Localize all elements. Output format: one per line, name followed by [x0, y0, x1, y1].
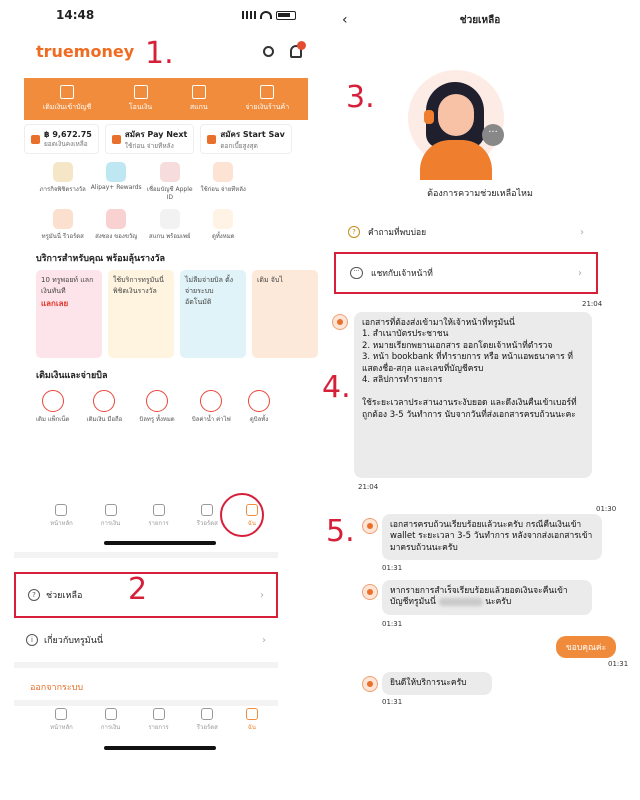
tab-bar-bottom [36, 708, 272, 732]
bot-avatar [362, 676, 378, 692]
chat-agent-menu-item[interactable]: ··· แชทกับเจ้าหน้าที่ › [334, 252, 598, 294]
tab-item[interactable]: รีวอร์ดส [197, 504, 218, 528]
barcode-icon [260, 85, 274, 99]
services-grid [36, 162, 250, 241]
service-item[interactable]: ภารกิจพิชิตรางวัล [36, 162, 90, 201]
chat-bubble-icon: ··· [350, 267, 363, 279]
chevron-right-icon: › [260, 589, 264, 601]
tab-icon [55, 504, 67, 516]
transfer-icon [134, 85, 148, 99]
bill-icon [42, 390, 64, 412]
tab-item[interactable]: หน้าหลัก [50, 708, 73, 732]
tab-icon [153, 504, 165, 516]
chat-message-bot: หากรายการสำเร็จเรียบร้อยแล้วยอดเงินจะคืนเข้าบัญชีทรูมันนี่ นะครับ [382, 580, 592, 615]
tab-item[interactable]: รายการ [148, 504, 168, 528]
service-item[interactable]: ทรูมันนี่ รีวอร์ดส [36, 209, 90, 241]
right-screen [320, 0, 640, 800]
highlight-circle [220, 493, 264, 537]
service-icon [213, 209, 233, 229]
divider [14, 662, 278, 668]
service-icon [53, 209, 73, 229]
bot-avatar [362, 584, 378, 600]
quick-action-pay[interactable]: จ่ายเงินร้านค้า [245, 85, 289, 113]
help-icon: ? [28, 589, 40, 601]
home-indicator [104, 541, 216, 545]
bill-icon [248, 390, 270, 412]
service-item[interactable]: ใช้ก่อน จ่ายทีหลัง [197, 162, 251, 201]
service-item[interactable]: สแกน พร้อมเพย์ [143, 209, 197, 241]
annotation-2: 2 [128, 572, 148, 607]
annotation-5: 5. [326, 514, 355, 549]
paynext-icon [112, 135, 121, 144]
promo-banner[interactable]: ไม่ลืมจ่ายบิล ตั้งจ่ายระบบ อัตโนมัติ [180, 270, 246, 358]
bill-icon [93, 390, 115, 412]
status-time: 14:48 [56, 8, 95, 22]
support-agent-illustration [408, 70, 504, 166]
help-menu-item[interactable]: ? ช่วยเหลือ › [14, 572, 278, 618]
divider [14, 552, 278, 558]
tab-icon [105, 504, 117, 516]
bell-icon[interactable] [290, 45, 302, 58]
chat-message-user: ขอบคุณค่ะ [556, 636, 616, 658]
annotation-3: 3. [346, 80, 375, 115]
bills-section-title: เติมเงินและจ่ายบิล [36, 371, 108, 381]
tab-item[interactable]: รายการ [148, 708, 168, 732]
service-item[interactable]: Alipay+ Rewards [90, 162, 144, 201]
wifi-icon [260, 11, 272, 19]
timestamp: 21:04 [358, 483, 379, 491]
divider [14, 700, 278, 706]
bill-icon [200, 390, 222, 412]
about-menu-item[interactable]: i เกี่ยวกับทรูมันนี่ › [14, 620, 278, 660]
tab-item[interactable]: หน้าหลัก [50, 504, 73, 528]
start-saving-card[interactable]: สมัคร Start Sav ดอกเบี้ยสูงสุด [200, 124, 292, 154]
info-icon: i [26, 634, 38, 646]
chevron-right-icon: › [578, 267, 582, 279]
quick-actions-bar [24, 78, 308, 120]
quick-action-scan[interactable]: สแกน [190, 85, 208, 113]
signal-icon [242, 11, 256, 19]
bill-icon [146, 390, 168, 412]
logout-link[interactable]: ออกจากระบบ [30, 683, 84, 693]
chat-message-bot: เอกสารที่ต้องส่งเข้ามาให้เจ้าหน้าที่ทรูมันนี่ 1. สำเนาบัตรประชาชน 2. หมายเรียกพยานเอกสาร ออกโดยเจ้าหน้าที่ตำรวจ 3. หน้า bookbank ที่ทำรายการ หรือ หน้าแอพธนาคาร ที่แสดงชื่อ-สกุล และเลขที่บัญชีครบ 4. สลิปการทำรายการ ใช้ระยะเวลาประสานงานระงับยอด และดึงเงินคืนเข้าเบอร์ที่ถูกต้อง 3-5 วันทำการ นับจากวันที่ส่งเอกสารครบถ้วนนะคะ [354, 312, 592, 478]
tab-item[interactable]: การเงิน [101, 504, 120, 528]
chevron-right-icon: › [262, 634, 266, 646]
chevron-right-icon: › [580, 226, 584, 238]
promo-banners [36, 270, 283, 358]
tab-icon [201, 708, 213, 720]
promo-banner[interactable]: เติม จับไ [252, 270, 318, 358]
timestamp: 01:31 [608, 660, 629, 668]
service-icon [106, 162, 126, 182]
saving-icon [207, 135, 216, 144]
tab-icon [246, 708, 258, 720]
quick-action-topup[interactable]: เติมเงินเข้าบัญชี [43, 85, 91, 113]
bill-item[interactable]: บิลทรู ทั้งหมด [139, 390, 174, 424]
chat-message-bot: เอกสารครบถ้วนเรียบร้อยแล้วนะครับ กรณีคืนเงินเข้า wallet ระยะเวลา 3-5 วันทำการ หลังจากส่งเอกสารเข้ามาครบถ้วนนะครับ [382, 514, 602, 560]
timestamp: 01:31 [382, 698, 403, 706]
timestamp: 01:31 [382, 620, 403, 628]
service-icon [213, 162, 233, 182]
promo-banner[interactable]: ใช้บริการทรูมันนี่ พิชิตเงินรางวัล [108, 270, 174, 358]
search-icon[interactable] [263, 46, 274, 57]
home-indicator [104, 746, 216, 750]
service-item[interactable]: ดูทั้งหมด [197, 209, 251, 241]
tab-icon [201, 504, 213, 516]
question-icon: ? [348, 226, 360, 238]
bill-item[interactable]: ดูบิลทั้ง [248, 390, 270, 424]
service-icon [53, 162, 73, 182]
pay-next-card[interactable]: สมัคร Pay Next ใช้ก่อน จ่ายทีหลัง [105, 124, 195, 154]
topup-icon [60, 85, 74, 99]
tab-item[interactable]: ฉัน [246, 504, 258, 528]
truemoney-logo: truemoney [36, 41, 135, 61]
timestamp: 01:30 [596, 505, 617, 513]
bot-avatar [332, 314, 348, 330]
bill-item[interactable]: เติมเงิน มือถือ [87, 390, 123, 424]
service-item[interactable]: เชื่อมบัญชี Apple ID [143, 162, 197, 201]
help-question: ต้องการความช่วยเหลือไหม [427, 189, 533, 199]
quick-action-transfer[interactable]: โอนเงิน [129, 85, 152, 113]
tab-item[interactable]: รีวอร์ดส [197, 708, 218, 732]
bill-item[interactable]: บิลค่าน้ำ ค่าไฟ [192, 390, 231, 424]
status-bar [0, 0, 320, 30]
scan-icon [192, 85, 206, 99]
wallet-icon [31, 135, 40, 144]
tab-item[interactable]: การเงิน [101, 708, 120, 732]
rewards-section-title: บริการสำหรับคุณ พร้อมลุ้นรางวัล [36, 254, 166, 264]
wallet-cards [24, 124, 285, 154]
bill-item[interactable]: เติม แพ็กเน็ต [36, 390, 69, 424]
more-options-icon[interactable]: ··· [482, 124, 504, 146]
timestamp: 21:04 [582, 300, 603, 308]
tab-icon [55, 708, 67, 720]
service-icon [160, 209, 180, 229]
annotation-4: 4. [322, 370, 351, 405]
chat-message-bot: ยินดีให้บริการนะครับ [382, 672, 492, 695]
help-header [320, 0, 640, 40]
notification-badge [297, 41, 306, 50]
battery-icon [276, 11, 296, 20]
redacted-name [439, 598, 483, 606]
service-icon [106, 209, 126, 229]
promo-banner[interactable]: 10 ทรูพอยท์ แลกเงินทันที แลกเลย [36, 270, 102, 358]
back-arrow-icon[interactable]: ‹ [342, 12, 348, 28]
annotation-1: 1. [145, 36, 174, 71]
service-item[interactable]: ส่งซอง ของขวัญ [90, 209, 144, 241]
balance-card[interactable]: ฿ 9,672.75 ยอดเงินคงเหลือ [24, 124, 99, 154]
service-icon [160, 162, 180, 182]
tab-item[interactable]: ฉัน [246, 708, 258, 732]
page-title: ช่วยเหลือ [459, 14, 501, 26]
tab-icon [105, 708, 117, 720]
faq-menu-item[interactable]: ? คำถามที่พบบ่อย › [334, 214, 598, 250]
tab-icon [153, 708, 165, 720]
timestamp: 01:31 [382, 564, 403, 572]
bills-row [36, 390, 270, 424]
bot-avatar [362, 518, 378, 534]
